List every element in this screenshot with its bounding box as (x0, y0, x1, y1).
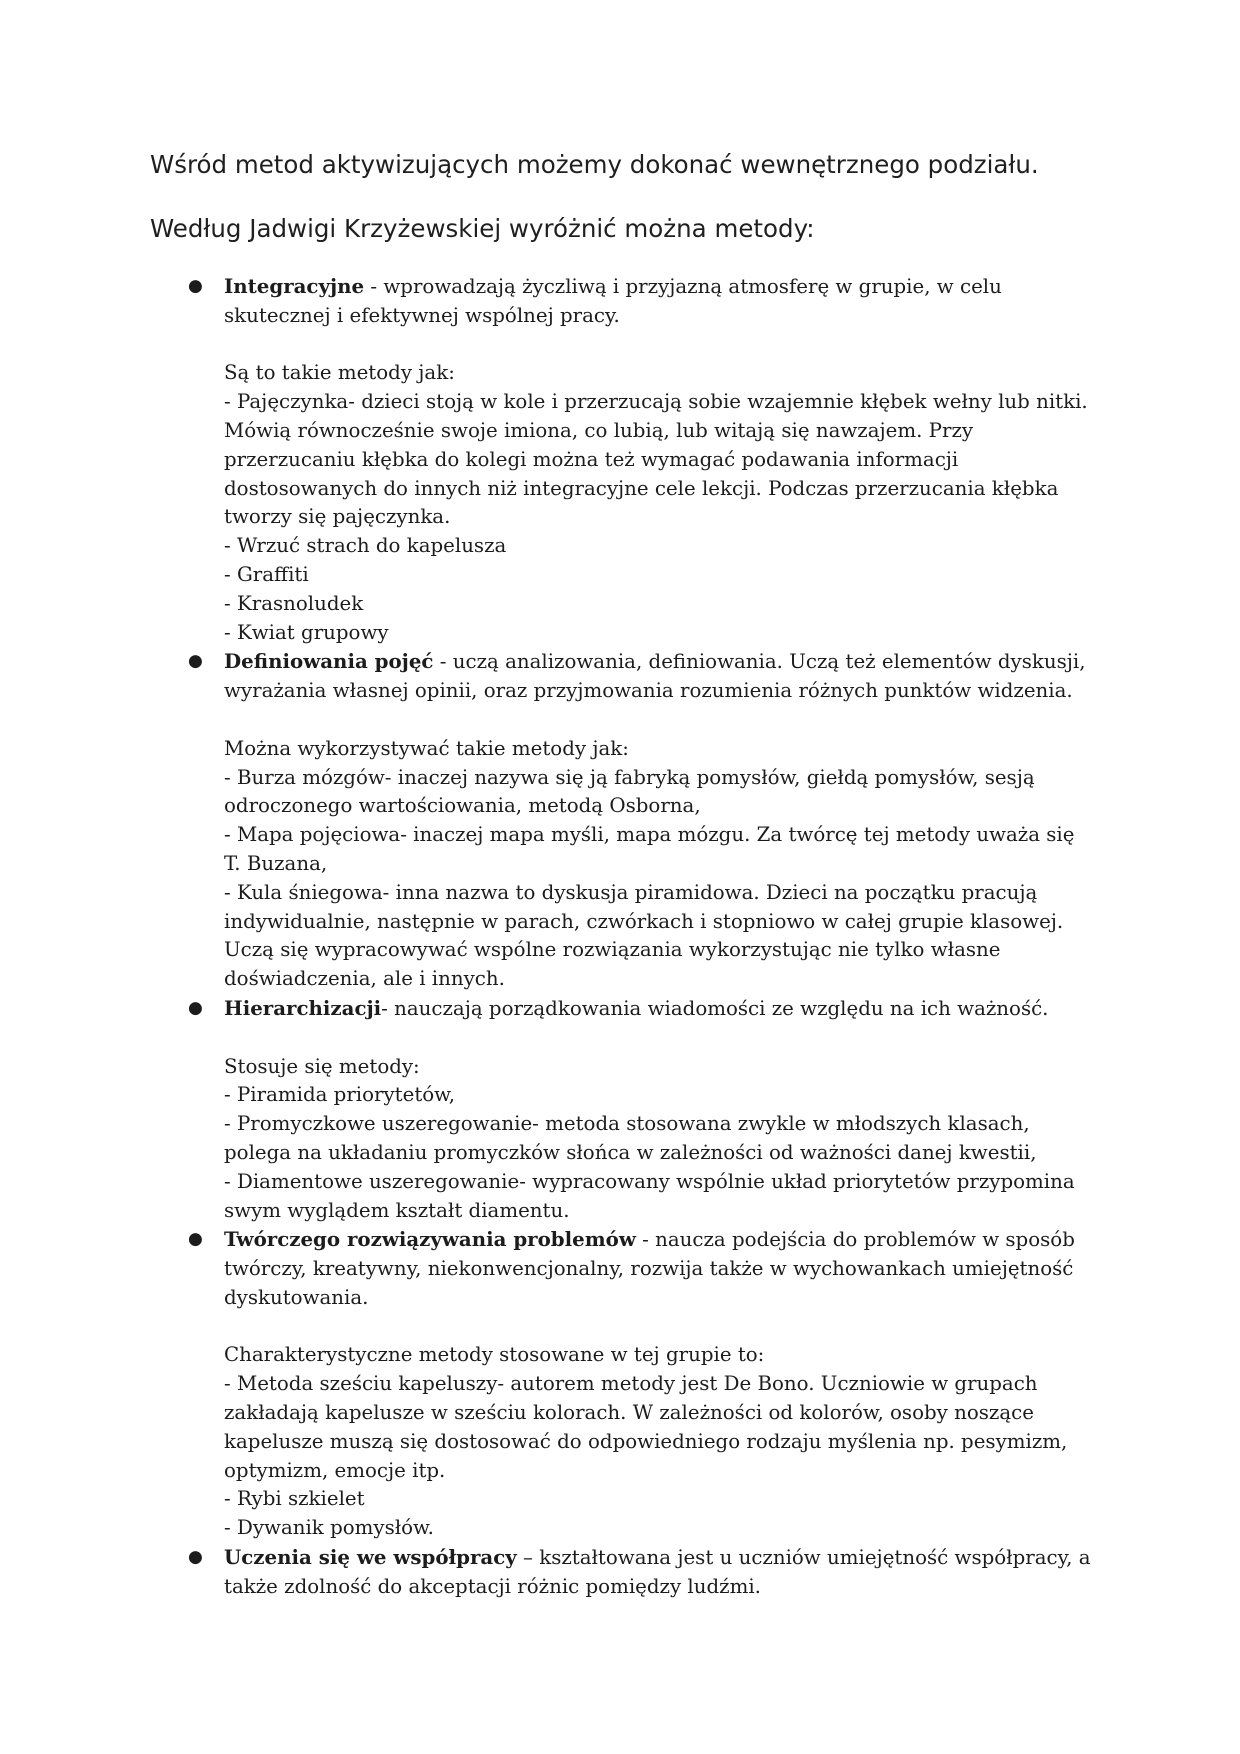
item-line: - Promyczkowe uszeregowanie- metoda stosowana zwykle w młodszych klasach, polega na układaniu promyczków słońca w zależności od ważności danej kwestii, (224, 1112, 1037, 1164)
item-line: - Kwiat grupowy (224, 620, 389, 644)
item-line: Stosuje się metody: (224, 1054, 420, 1078)
item-line: - Diamentowe uszeregowanie- wypracowany wspólnie układ priorytetów przypomina swym wyglądem kształt diamentu. (224, 1169, 1075, 1222)
item-heading (224, 272, 1093, 331)
item-heading (224, 1225, 1093, 1312)
list-item (188, 994, 1093, 1225)
item-line: - Graffiti (224, 562, 309, 586)
item-term: Twórczego rozwiązywania problemów (224, 1227, 636, 1252)
intro-paragraph: Wśród metod aktywizujących możemy dokonać wewnętrznego podziału. (150, 150, 1039, 179)
list-item (188, 272, 1093, 647)
bullet-icon: ● (188, 1229, 203, 1250)
bullet-icon: ● (188, 276, 203, 296)
bullet-icon: ● (188, 1547, 203, 1568)
item-line: - Pajęczynka- dzieci stoją w kole i przerzucają sobie wzajemnie kłębek wełny lub nitki. Mówią równocześnie swoje imiona, co lubią, lub witają się nawzajem. Przy przerzucaniu kłębka do kolegi można też wymagać podawania informacji dostosowanych do innych niż integracyjne cele lekcji. Podczas przerzucania kłębka tworzy się pajęczynka. (224, 390, 1088, 529)
item-line: Charakterystyczne metody stosowane w tej grupie to: (224, 1343, 765, 1367)
method-list (188, 272, 1093, 1602)
item-line: - Piramida priorytetów, (224, 1083, 456, 1107)
list-item (188, 1543, 1093, 1602)
item-heading (224, 647, 1093, 706)
item-line: - Wrzuć strach do kapelusza (224, 534, 507, 558)
item-line: - Krasnoludek (224, 591, 364, 615)
item-line: - Metoda sześciu kapeluszy- autorem metody jest De Bono. Uczniowie w grupach zakładają kapelusze w sześciu kolorach. W zależności od kolorów, osoby noszące kapelusze muszą się dostosować do odpowiedniego rodzaju myślenia np. pesymizm, optymizm, emocje itp. (224, 1372, 1068, 1482)
intro-paragraph: Według Jadwigi Krzyżewskiej wyróżnić można metody: (150, 214, 815, 243)
item-term: Hierarchizacji (224, 995, 382, 1020)
item-line: - Mapa pojęciowa- inaczej mapa myśli, mapa mózgu. Za twórcę tej metody uważa się T. Buzana, (224, 823, 1075, 875)
list-item (188, 647, 1093, 994)
item-line: Są to takie metody jak: (224, 361, 455, 385)
item-description: - uczą analizowania, definiowania. Uczą też elementów dyskusji, wyrażania własnej opinii, oraz przyjmowania rozumienia różnych punktów widzenia. (224, 650, 1086, 703)
item-line: Można wykorzystywać takie metody jak: (224, 736, 629, 760)
item-line: - Kula śniegowa- inna nazwa to dyskusja piramidowa. Dzieci na początku pracują indywidualnie, następnie w parach, czwórkach i stopniowo w całej grupie klasowej. Uczą się wypracowywać wspólne rozwiązania wykorzystując nie tylko własne doświadczenia, ale i innych. (224, 880, 1064, 991)
item-description: - naucza podejścia do problemów w sposób twórczy, kreatywny, niekonwencjonalny, rozwija także w wychowankach umiejętność dyskutowania. (224, 1228, 1075, 1309)
bullet-icon: ● (188, 651, 203, 672)
list-item (188, 1225, 1093, 1543)
item-heading (224, 994, 1093, 1024)
bullet-icon: ● (188, 997, 203, 1018)
item-term: Definiowania pojęć (224, 649, 434, 674)
item-description: – kształtowana jest u uczniów umiejętność współpracy, a także zdolność do akceptacji różnic pomiędzy ludźmi. (224, 1546, 1091, 1598)
item-description: - nauczają porządkowania wiadomości ze względu na ich ważność. (381, 996, 1049, 1020)
item-heading (224, 1543, 1093, 1602)
item-line: - Dywanik pomysłów. (224, 1516, 434, 1540)
item-term: Integracyjne (224, 274, 365, 298)
item-line: - Rybi szkielet (224, 1487, 365, 1511)
item-description: - wprowadzają życzliwą i przyjazną atmosferę w grupie, w celu skutecznej i efektywnej wspólnej pracy. (224, 275, 1002, 327)
item-term: Uczenia się we współpracy (224, 1545, 517, 1570)
item-line: - Burza mózgów- inaczej nazywa się ją fabryką pomysłów, giełdą pomysłów, sesją odroczonego wartościowania, metodą Osborna, (224, 765, 1035, 818)
